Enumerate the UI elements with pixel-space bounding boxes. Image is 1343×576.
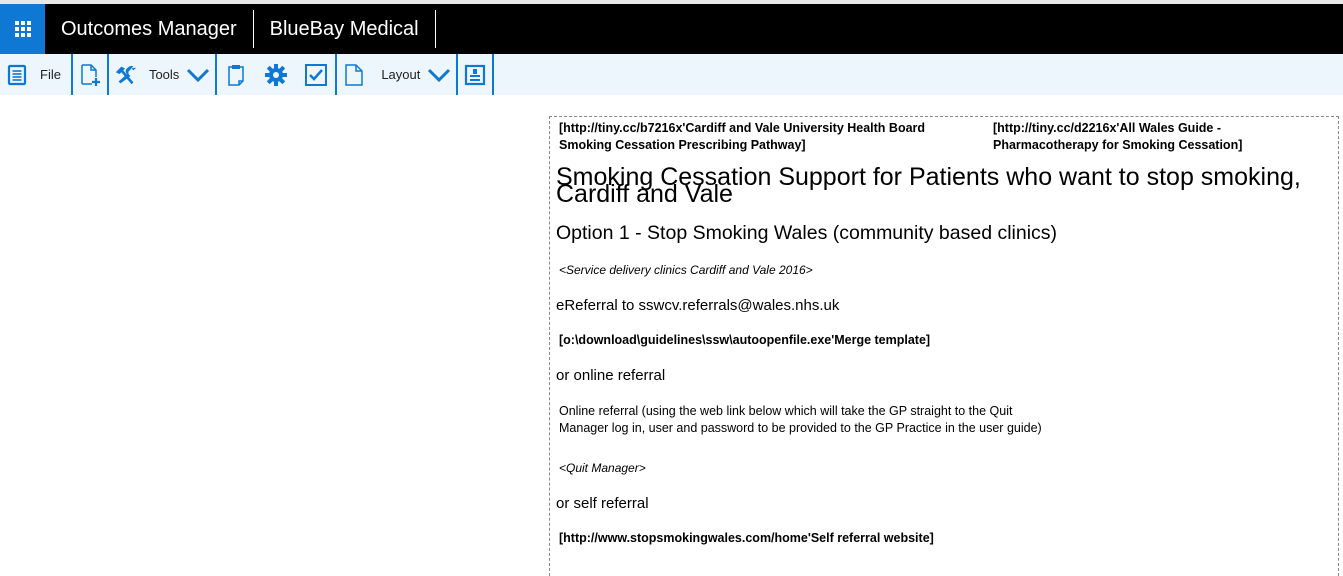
layout-group: [337, 54, 458, 95]
self-referral-link[interactable]: [http://www.stopsmokingwales.com/home'Self referral website]: [559, 531, 934, 545]
gear-icon: [263, 62, 289, 88]
document-panel: [549, 116, 1339, 576]
clipboard-icon: [223, 62, 249, 88]
tools-group: [109, 54, 217, 95]
settings-button[interactable]: [263, 54, 289, 95]
app-title: Outcomes Manager: [45, 10, 254, 48]
service-delivery-field[interactable]: <Service delivery clinics Cardiff and Vale 2016>: [559, 263, 813, 277]
quit-manager-field[interactable]: <Quit Manager>: [559, 461, 646, 475]
link-all-wales-guide[interactable]: [http://tiny.cc/d2216x'All Wales Guide - Pharmacotherapy for Smoking Cessation]: [993, 121, 1243, 152]
checkbox-icon: [303, 62, 329, 88]
link-prescribing-pathway[interactable]: [http://tiny.cc/b7216x'Cardiff and Vale University Health Board Smoking Cessation Prescribing Pathway]: [559, 121, 926, 152]
contact-card-icon: [462, 62, 488, 88]
contact-card-button[interactable]: [462, 54, 488, 95]
option1-heading: Option 1 - Stop Smoking Wales (community based clinics): [556, 222, 1058, 244]
file-group: [0, 54, 73, 95]
new-document-button[interactable]: [77, 54, 103, 95]
file-label: File: [40, 67, 61, 82]
app-header: [0, 4, 1343, 54]
contact-group: [458, 54, 494, 95]
chevron-down-icon: [426, 62, 452, 88]
document-list-icon: [4, 62, 30, 88]
online-referral-heading: or online referral: [556, 367, 666, 384]
checkbox-button[interactable]: [303, 54, 329, 95]
tools-icon: [113, 62, 139, 88]
chevron-down-icon: [185, 62, 211, 88]
self-referral-heading: or self referral: [556, 495, 649, 512]
apps-launcher-button[interactable]: [0, 4, 45, 54]
practice-name[interactable]: BlueBay Medical: [254, 10, 436, 48]
new-group: [73, 54, 109, 95]
toolbar: [0, 54, 1343, 95]
online-referral-text: Online referral (using the web link below which will take the GP straight to the Quit Manager log in, user and password to be provided to the GP Practice in the user guide): [559, 404, 1042, 435]
document-title: Smoking Cessation Support for Patients who want to stop smoking, Cardiff and Vale: [556, 163, 1301, 208]
layout-label: Layout: [381, 67, 421, 82]
file-button[interactable]: [4, 54, 67, 95]
new-document-icon: [77, 62, 103, 88]
tools-button[interactable]: [113, 54, 211, 95]
apps-grid-icon: [15, 21, 31, 37]
layout-button[interactable]: [341, 54, 452, 95]
clipboard-button[interactable]: [223, 54, 249, 95]
blank-page-icon: [341, 62, 367, 88]
merge-template-link[interactable]: [o:\download\guidelines\ssw\autoopenfile.exe'Merge template]: [559, 333, 931, 347]
tools-label: Tools: [148, 67, 180, 82]
actions-group: [217, 54, 337, 95]
ereferral-text: eReferral to sswcv.referrals@wales.nhs.uk: [556, 297, 840, 314]
